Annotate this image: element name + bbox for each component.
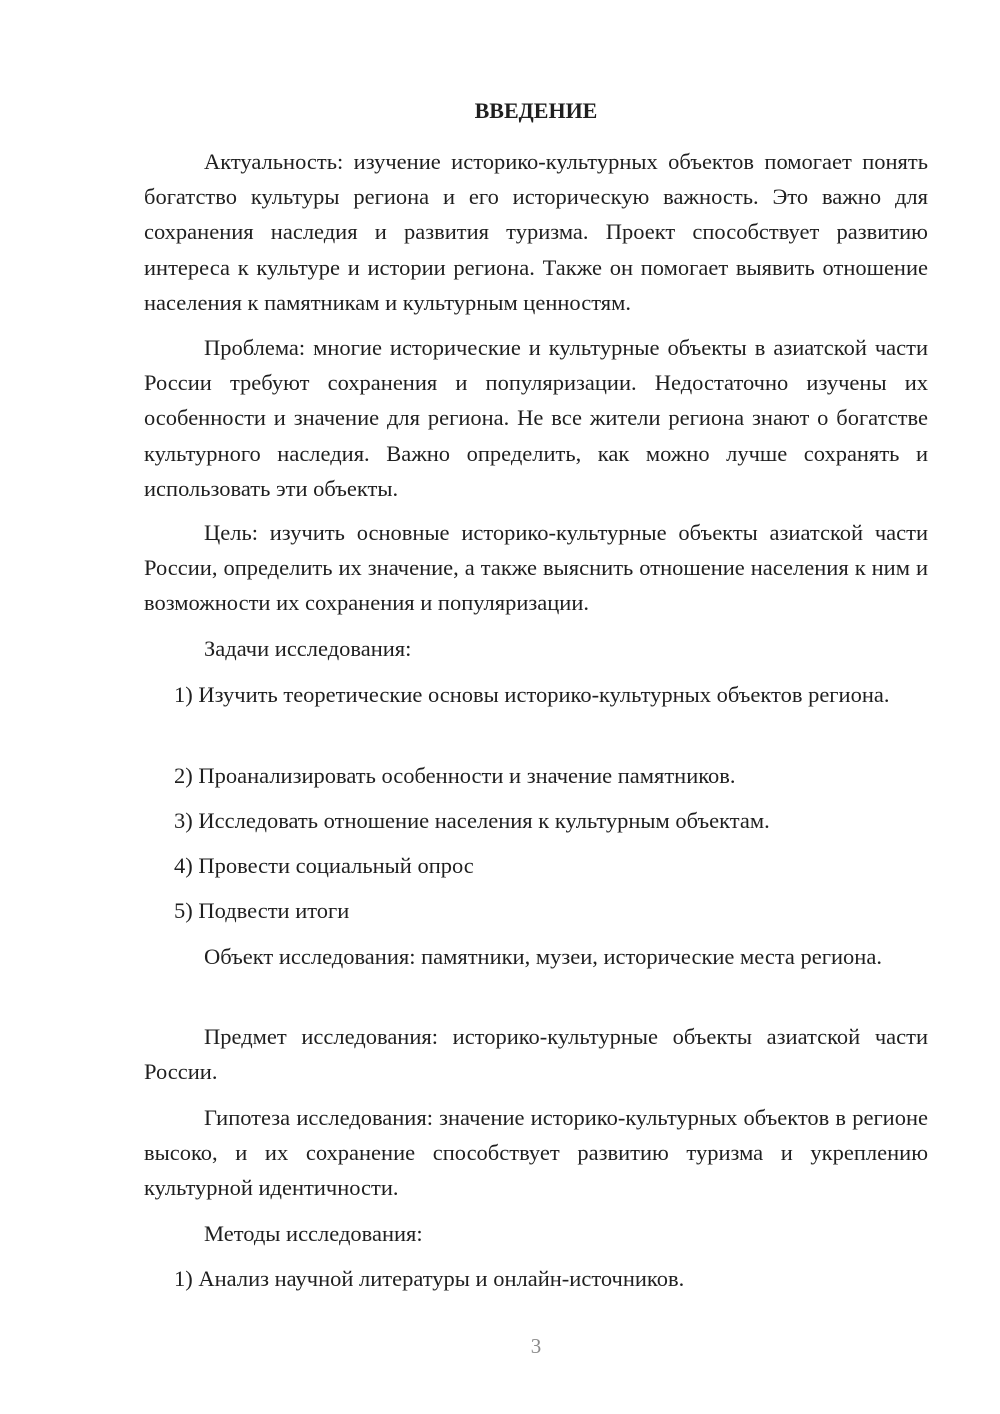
paragraph-goal: Цель: изучить основные историко-культурные объекты азиатской части России, определить их значение, а также выяснить отношение населения к ним и возможности их сохранения и популяризации. <box>144 520 928 616</box>
paragraph-problem: Проблема: многие исторические и культурные объекты в азиатской части России требуют сохранения и популяризации. Недостаточно изучены их особенности и значение для региона. Не все жители региона знают о богатстве культурного наследия. Важно определить, как можно лучше сохранять и использовать эти объекты. <box>144 335 928 501</box>
paragraph-subject: Предмет исследования: историко-культурные объекты азиатской части России. <box>144 1024 928 1085</box>
paragraph-object: Объект исследования: памятники, музеи, исторические места региона. <box>204 944 882 969</box>
task-item-5: 5) Подвести итоги <box>174 898 350 923</box>
paragraph-hypothesis: Гипотеза исследования: значение историко-культурных объектов в регионе высоко, и их сохранение способствует развитию туризма и укреплению культурной идентичности. <box>144 1105 928 1201</box>
method-item-1: 1) Анализ научной литературы и онлайн-источников. <box>174 1266 685 1291</box>
page-number: 3 <box>530 1334 542 1358</box>
task-item-3: 3) Исследовать отношение населения к культурным объектам. <box>174 808 770 833</box>
tasks-heading: Задачи исследования: <box>204 636 412 661</box>
page-title: ВВЕДЕНИЕ <box>474 98 598 123</box>
methods-heading: Методы исследования: <box>204 1221 423 1246</box>
paragraph-relevance: Актуальность: изучение историко-культурных объектов помогает понять богатство культуры региона и его историческую важность. Это важно для сохранения наследия и развития туризма. Проект способствует развитию интереса к культуре и истории региона. Также он помогает выявить отношение населения к памятникам и культурным ценностям. <box>144 149 928 315</box>
task-item-4: 4) Провести социальный опрос <box>174 853 474 878</box>
task-item-2: 2) Проанализировать особенности и значение памятников. <box>174 763 736 788</box>
task-item-1: 1) Изучить теоретические основы историко-культурных объектов региона. <box>174 682 890 707</box>
